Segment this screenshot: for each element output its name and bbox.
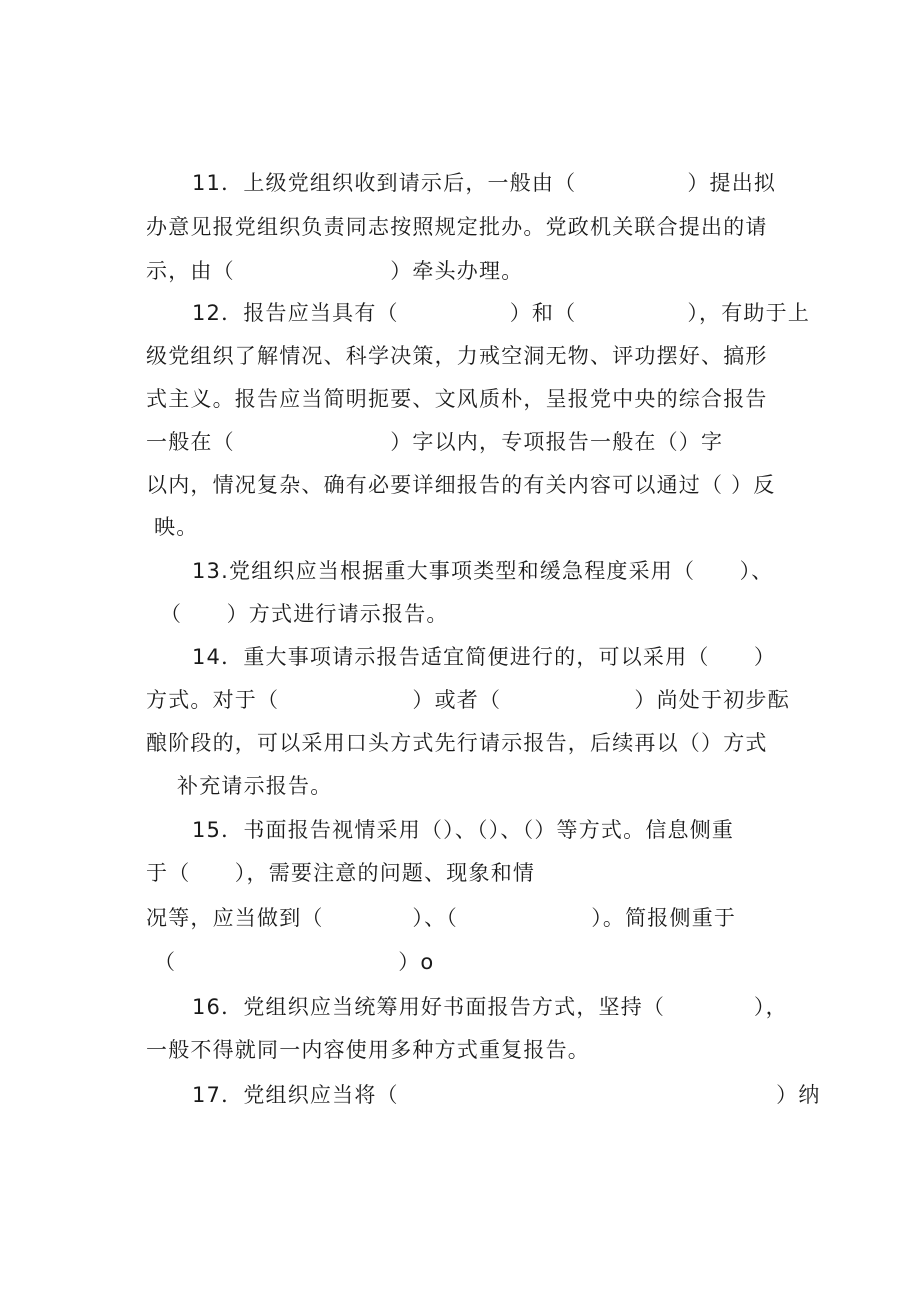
q16-line-1: 16．党组织应当统筹用好书面报告方式，坚持（ ）， [192,995,788,1019]
q12-line-4: 一般在（ ）字以内，专项报告一般在（）字 [146,430,724,454]
q17-line-1: 17．党组织应当将（ ）纳 [192,1083,821,1107]
q12-line-6: 映。 [154,515,199,539]
q11-line-1: 11．上级党组织收到请示后，一般由（ ）提出拟 [192,171,777,195]
q14-line-4: 补充请示报告。 [177,774,333,798]
q15-line-4: （ ）o [154,950,435,974]
q12-line-1: 12．报告应当具有（ ）和（ ），有助于上 [192,301,811,325]
q14-line-1: 14．重大事项请示报告适宜简便进行的，可以采用（ ） [192,645,777,669]
q15-line-1: 15．书面报告视情采用（）、（）、（）等方式。信息侧重 [192,818,735,842]
q12-line-3: 式主义。报告应当简明扼要、文风质朴，呈报党中央的综合报告 [146,387,768,411]
q14-line-3: 酿阶段的，可以采用口头方式先行请示报告，后续再以（）方式 [146,731,768,755]
q15-line-2: 于（ ），需要注意的问题、现象和情 [146,861,536,885]
q12-line-2: 级党组织了解情况、科学决策，力戒空洞无物、评功摆好、搞形 [146,344,768,368]
q13-line-2: （ ）方式进行请示报告。 [160,602,449,626]
q11-line-3: 示，由（ ）牵头办理。 [146,259,524,283]
q12-line-5: 以内，情况复杂、确有必要详细报告的有关内容可以通过（ ）反 [146,473,776,497]
q13-line-1: 13.党组织应当根据重大事项类型和缓急程度采用（ ）、 [192,559,774,583]
q11-line-2: 办意见报党组织负责同志按照规定批办。党政机关联合提出的请 [146,215,768,239]
q14-line-2: 方式。对于（ ）或者（ ）尚处于初步酝 [146,688,790,712]
q16-line-2: 一般不得就同一内容使用多种方式重复报告。 [146,1038,590,1062]
q15-line-3: 况等，应当做到（ ）、（ ）。简报侧重于 [146,906,737,930]
